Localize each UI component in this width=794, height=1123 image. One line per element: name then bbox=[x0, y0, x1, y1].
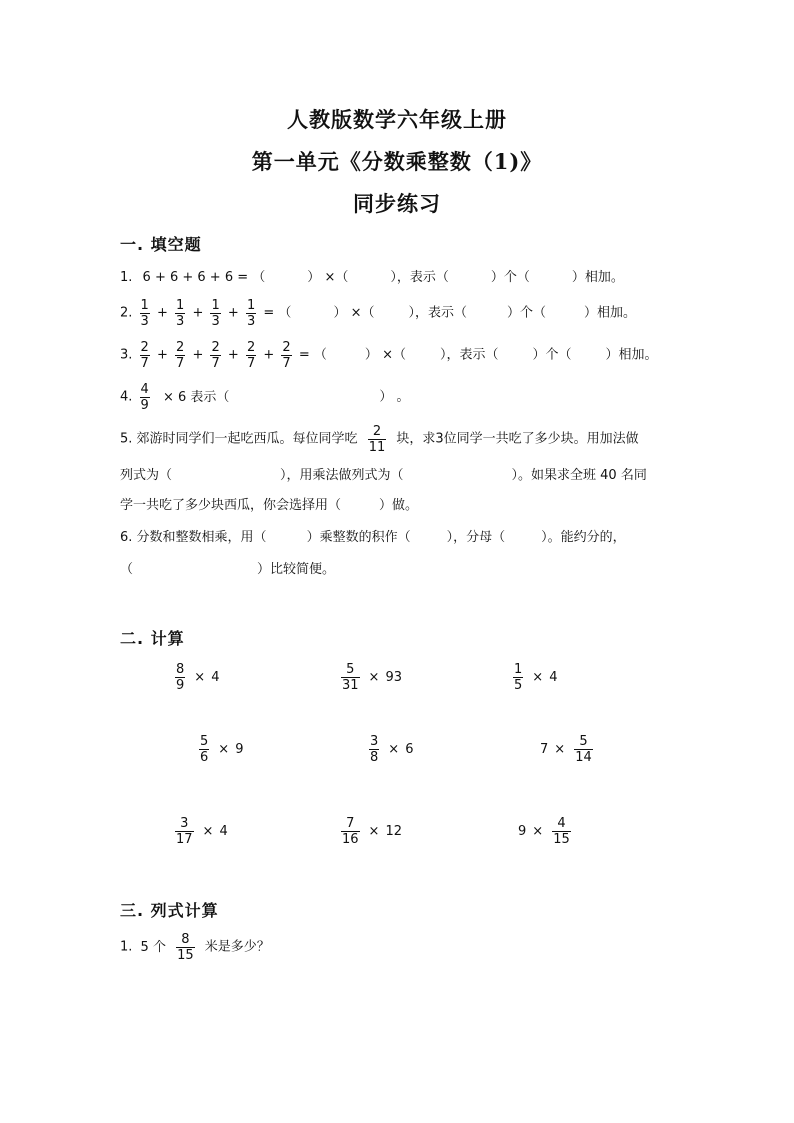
section2-heading: 二. 计算 bbox=[120, 629, 185, 648]
times-sign: × bbox=[368, 670, 380, 685]
q5-text: ）做。 bbox=[379, 498, 419, 513]
integer: 4 bbox=[211, 670, 220, 685]
title-line-1: 人教版数学六年级上册 bbox=[287, 107, 507, 132]
fraction: $\frac{5}{6}$ bbox=[200, 734, 209, 765]
integer: 6 bbox=[405, 742, 414, 757]
title-line-3: 同步练习 bbox=[353, 191, 441, 216]
plus-sign: + bbox=[227, 347, 239, 363]
q6-text: ）乘整数的积作（ bbox=[306, 530, 411, 545]
s3q1-number: 1. bbox=[120, 939, 133, 955]
q5-text: 列式为（ bbox=[120, 468, 173, 483]
times-sign: × bbox=[202, 824, 214, 839]
q3-text: ）个（ bbox=[532, 347, 572, 363]
calc-item bbox=[196, 734, 243, 765]
integer: 12 bbox=[385, 824, 402, 839]
s3q1-text: 米是多少？ bbox=[204, 939, 270, 955]
calc-item bbox=[338, 662, 402, 693]
times-sign: × bbox=[218, 742, 230, 757]
plus-sign: + bbox=[192, 305, 204, 321]
times-sign: × bbox=[388, 742, 400, 757]
question-6-line-2 bbox=[120, 560, 335, 580]
fraction: $\frac{1}{3}$ bbox=[176, 298, 185, 329]
q2-paren: ） bbox=[333, 305, 347, 321]
q5-text: ）。如果求全班 40 名同 bbox=[511, 468, 647, 483]
q1-times: × bbox=[324, 270, 336, 285]
section3-heading: 三. 列式计算 bbox=[120, 901, 219, 920]
q3-text: ）相加。 bbox=[605, 347, 658, 363]
times-sign: × bbox=[194, 670, 206, 685]
fraction: $\frac{5}{31}$ bbox=[342, 662, 359, 693]
q1-paren: ） bbox=[307, 270, 321, 285]
plus-sign: + bbox=[156, 347, 168, 363]
q1-text: ）相加。 bbox=[571, 270, 624, 285]
question-6-line-1 bbox=[120, 528, 626, 548]
q1-number: 1. bbox=[120, 270, 133, 285]
q2-times: × bbox=[350, 305, 362, 321]
q3-paren: （ bbox=[313, 347, 327, 363]
q2-text: ）个（ bbox=[507, 305, 547, 321]
times-sign: × bbox=[554, 742, 566, 757]
q6-number: 6. bbox=[120, 530, 133, 545]
fraction: $\frac{7}{16}$ bbox=[342, 816, 359, 847]
q6-text: ）。能约分的， bbox=[541, 530, 626, 545]
q3-number: 3. bbox=[120, 347, 133, 363]
calc-item bbox=[172, 662, 219, 693]
question-2 bbox=[120, 298, 636, 329]
q5-text: 郊游时同学们一起吃西瓜。每位同学吃 bbox=[136, 431, 358, 447]
fraction: $\frac{2}{7}$ bbox=[140, 340, 149, 371]
fraction: $\frac{2}{7}$ bbox=[246, 340, 256, 371]
integer: 9 bbox=[235, 742, 244, 757]
calc-item bbox=[338, 816, 402, 847]
q4-text: × 6 表示（ bbox=[162, 389, 230, 405]
q3-times: × bbox=[382, 347, 393, 363]
q2-paren: （ bbox=[278, 305, 292, 321]
times-sign: × bbox=[532, 670, 544, 685]
calc-item bbox=[510, 662, 557, 693]
fraction: $\frac{1}{3}$ bbox=[211, 298, 220, 329]
fraction: $\frac{4}{9}$ bbox=[140, 382, 149, 413]
calc-item bbox=[366, 734, 413, 765]
q3-text: ），表示（ bbox=[439, 347, 499, 363]
q6-text: （ bbox=[120, 562, 134, 577]
plus-sign: + bbox=[156, 305, 168, 321]
fraction: $\frac{3}{8}$ bbox=[370, 734, 379, 765]
plus-sign: + bbox=[263, 347, 275, 363]
q1-paren: （ bbox=[335, 270, 349, 285]
fraction: $\frac{1}{3}$ bbox=[246, 298, 256, 329]
fraction: $\frac{2}{11}$ bbox=[368, 424, 386, 455]
question-5-line-1 bbox=[120, 424, 639, 455]
calc-item bbox=[540, 734, 596, 765]
calc-item bbox=[172, 816, 228, 847]
section3-question-1 bbox=[120, 932, 270, 963]
fraction: $\frac{2}{7}$ bbox=[176, 340, 185, 371]
q3-paren: ） bbox=[364, 347, 378, 363]
fraction: $\frac{2}{7}$ bbox=[282, 340, 291, 371]
fraction: $\frac{8}{9}$ bbox=[176, 662, 185, 693]
q2-paren: （ bbox=[361, 305, 375, 321]
q2-text: ）相加。 bbox=[584, 305, 637, 321]
q1-text: ）个（ bbox=[490, 270, 530, 285]
q4-number: 4. bbox=[120, 389, 133, 405]
fraction: $\frac{5}{14}$ bbox=[575, 734, 592, 765]
q1-expression: 6 + 6 + 6 + 6 = bbox=[142, 270, 249, 285]
q5-text: 块，求3位同学一共吃了多少块。用加法做 bbox=[396, 431, 639, 447]
question-5-line-2 bbox=[120, 466, 647, 486]
q6-text: ），分母（ bbox=[446, 530, 506, 545]
section1-heading: 一. 填空题 bbox=[120, 235, 202, 254]
fraction: $\frac{3}{17}$ bbox=[176, 816, 193, 847]
q2-text: ），表示（ bbox=[408, 305, 468, 321]
q5-text: ），用乘法做列式为（ bbox=[280, 468, 404, 483]
question-4 bbox=[120, 382, 410, 413]
fraction: $\frac{4}{15}$ bbox=[553, 816, 570, 847]
question-3 bbox=[120, 340, 658, 371]
q4-text: ） 。 bbox=[379, 389, 410, 405]
fraction: $\frac{8}{15}$ bbox=[177, 932, 194, 963]
question-1 bbox=[120, 268, 624, 288]
q5-text: 学一共吃了多少块西瓜，你会选择用（ bbox=[120, 498, 342, 513]
s3q1-text: 5 个 bbox=[140, 939, 166, 955]
equals-sign: = bbox=[298, 347, 310, 363]
times-sign: × bbox=[368, 824, 380, 839]
integer: 9 bbox=[518, 824, 527, 839]
integer: 7 bbox=[540, 742, 549, 757]
integer: 4 bbox=[549, 670, 558, 685]
q5-number: 5. bbox=[120, 431, 133, 447]
q3-paren: （ bbox=[392, 347, 406, 363]
integer: 93 bbox=[385, 670, 402, 685]
q1-paren: （ bbox=[252, 270, 266, 285]
integer: 4 bbox=[219, 824, 228, 839]
plus-sign: + bbox=[192, 347, 204, 363]
plus-sign: + bbox=[227, 305, 239, 321]
question-5-line-3 bbox=[120, 496, 418, 516]
q2-number: 2. bbox=[120, 305, 133, 321]
q1-text: ），表示（ bbox=[390, 270, 449, 285]
fraction: $\frac{1}{3}$ bbox=[140, 298, 149, 329]
title-line-2: 第一单元《分数乘整数（1)》 bbox=[251, 149, 543, 174]
q6-text: 分数和整数相乘，用（ bbox=[136, 530, 267, 545]
fraction: $\frac{1}{5}$ bbox=[514, 662, 523, 693]
equals-sign: = bbox=[263, 305, 275, 321]
times-sign: × bbox=[532, 824, 544, 839]
q6-text: ）比较简便。 bbox=[257, 562, 336, 577]
calc-item bbox=[518, 816, 574, 847]
fraction: $\frac{2}{7}$ bbox=[211, 340, 220, 371]
